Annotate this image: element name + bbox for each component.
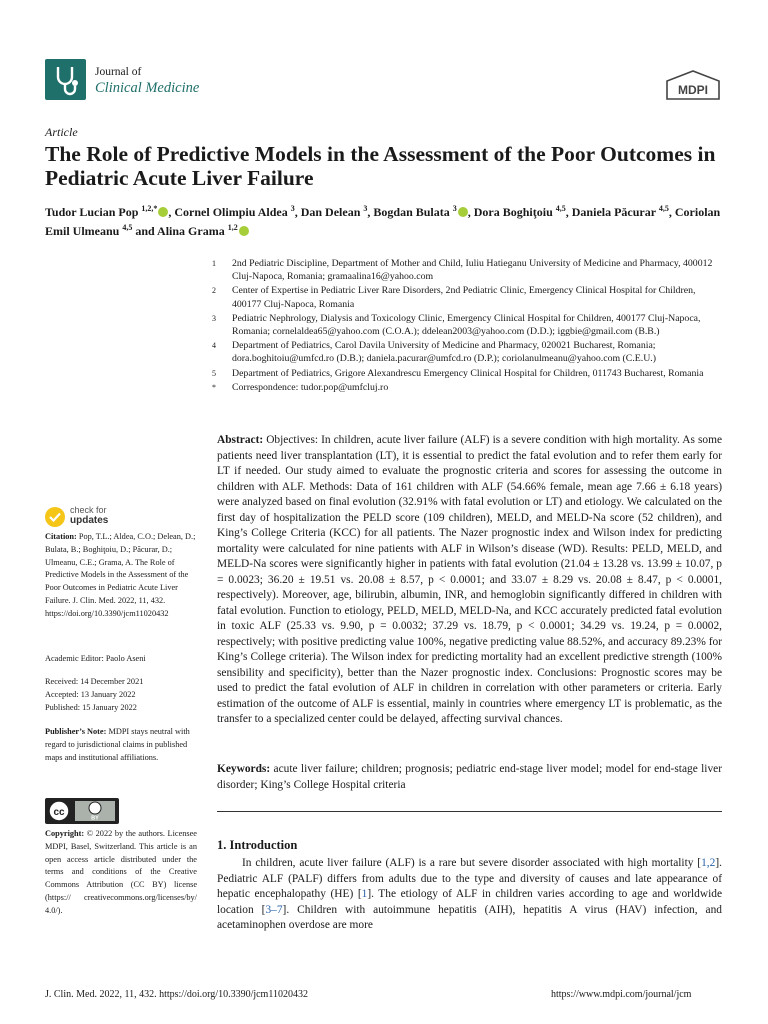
article-title: The Role of Predictive Models in the Assessment of the Poor Outcomes in Pediatric Acute Liver Failure	[45, 142, 716, 190]
affiliation-item: 3 Pediatric Nephrology, Dialysis and Toxicology Clinic, Emergency Clinical Hospital for Children, 400177 Cluj-Napoca, Romania; cornelaldea65@yahoo.com (C.O.A.); ddelean2003@yahoo.com (D.D.); iggbie@gmail.com (B.B.)	[212, 312, 701, 338]
check-for-updates-badge[interactable]	[45, 503, 197, 529]
affiliation-item: * Correspondence: tudor.pop@umfcluj.ro	[212, 381, 389, 393]
affiliation-item: 1 2nd Pediatric Discipline, Department of Mother and Child, Iuliu Hatieganu University of Medicine and Pharmacy, 400012 Cluj-Napoca, Romania; gramaalina16@yahoo.com	[212, 258, 713, 283]
citation: Citation: Pop, T.L.; Aldea, C.O.; Delean, D.; Bulata, B.; Boghiţoiu, D.; Păcurar, D.; Ulmeanu, C.E.; Grama, A. The Role of Predictive Models in the Assessment of the Poor Outcomes in Pediatric Acute Liver Failure. J. Clin. Med. 2022, 11, 432. https://doi.org/10.3390/jcm11020432	[45, 532, 196, 618]
introduction-text: In children, acute liver failure (ALF) is a rare but severe disorder associated with high mortality [1,2]. Pediatric ALF (PALF) differs from adults due to the type and diversity of causes and late appearance of hepatic encephalopathy (HE) [1]. The etiology of ALF in children varies according to age and worldwide location [3–7]. Children with autoimmune hepatitis (AIH), hepatitis A virus (HAV) infection, and acetaminophen overdose are more	[217, 857, 723, 931]
reference-link[interactable]: 1,2	[701, 857, 716, 869]
affiliation-item: 2 Center of Expertise in Pediatric Liver Rare Disorders, 2nd Pediatric Clinic, Emergency Clinical Hospital for Children, 400177 Cluj-Napoca, Romania	[212, 285, 696, 310]
journal-logo	[45, 59, 86, 100]
abstract-label: Abstract:	[217, 434, 264, 446]
stethoscope-icon	[45, 59, 86, 100]
author-name: Cornel Olimpiu Aldea $^3$	[174, 204, 295, 219]
author-name: Coriolan Emil Ulmeanu $^{4,5}$	[45, 205, 721, 238]
check-text-line2: updates	[70, 515, 109, 526]
reference-link[interactable]: 1	[361, 888, 368, 900]
affiliation-item: 5 Department of Pediatrics, Grigore Alexandrescu Emergency Clinical Hospital for Children, 011743 Bucharest, Romania	[212, 367, 704, 379]
orcid-icon[interactable]	[239, 226, 249, 236]
person-icon	[89, 802, 101, 814]
dates	[45, 676, 197, 714]
check-icon	[45, 507, 65, 527]
article-type: Article	[45, 125, 78, 139]
author-name: Bogdan Bulata $^3$	[373, 204, 457, 219]
academic-editor: Academic Editor: Paolo Aseni	[45, 654, 146, 663]
author-name: Dan Delean $^3$	[300, 204, 368, 219]
reference-link[interactable]: 3–7	[265, 903, 283, 916]
author-list: Tudor Lucian Pop $^{1,2,*}$ , Cornel Olimpiu Aldea $^3$, Dan Delean $^3$, Bogdan Bulata $^3$ , Dora Boghiţoiu $^{4,5}$, Daniela Păcurar $^{4,5}$, Coriolan Emil Ulmeanu $^{4,5}$ and Alina Grama $^{1,2}$	[45, 204, 721, 238]
cc-by-label: BY	[91, 815, 99, 822]
cc-icon: cc	[53, 807, 65, 818]
keywords-text: acute liver failure; children; prognosis; pediatric end-stage liver model; model for end-stage liver disorder; King’s College Hospital criteria	[217, 763, 722, 791]
author-name: Alina Grama $^{1,2}$	[157, 223, 238, 238]
abstract	[217, 433, 722, 728]
accepted-date: Accepted: 13 January 2022	[45, 689, 136, 699]
journal-name: Clinical Medicine	[95, 80, 200, 96]
footer-journal-url[interactable]: https://www.mdpi.com/journal/jcm	[551, 989, 692, 1000]
mdpi-logo	[665, 70, 721, 100]
published-date: Published: 15 January 2022	[45, 702, 137, 712]
received-date: Received: 14 December 2021	[45, 677, 144, 686]
affiliations	[212, 257, 724, 395]
copyright: Copyright: © 2022 by the authors. Licensee MDPI, Basel, Switzerland. This article is an open access article distributed under the terms and conditions of the Creative Commons Attribution (CC BY) license (https:// creativecommons.org/licenses/by/ 4.0/).	[45, 829, 197, 915]
mdpi-logo-text: MDPI	[678, 83, 708, 97]
check-text-line1: check for	[70, 505, 107, 515]
journal-prefix: Journal of	[95, 66, 142, 78]
author-name: Daniela Păcurar $^{4,5}$	[571, 204, 669, 219]
affiliation-item: 4 Department of Pediatrics, Carol Davila University of Medicine and Pharmacy, 020021 Bucharest, Romania; dora.boghitoiu@umfcd.ro (D.B.); daniela.pacurar@umfcd.ro (D.P.); coriolanulmeanu@yahoo.com (C.E.U.)	[212, 340, 656, 365]
publisher-note: Publisher’s Note: MDPI stays neutral with regard to jurisdictional claims in published maps and institutional affiliations.	[45, 727, 190, 762]
section-divider	[217, 811, 722, 812]
cc-license-badge[interactable]	[45, 798, 119, 824]
abstract-text: Objectives: In children, acute liver failure (ALF) is a severe condition with high mortality. As some patients need liver transplantation (LT), it is essential to predict the fatal evolution and to refer them early for LT if needed. Our study aimed to evaluate the prognostic criteria and scores for assessing the outcome in children with ALF. Methods: Data of 161 children with ALF (54.66% female, mean age 7.66 ± 6.18 years) were analyzed based on final evolution (32.91% with fatal evolution or LT) and etiology. We calculated on the first day of hospitalization the PELD score (109 children), MELD, and MELD-Na score (52 children), and King’s College Criteria (KCC) for all patients. The Nazer prognostic index and Wilson index for predicting mortality were calculated for nine patients with ALF in Wilson’s disease (WD). Results: PELD, MELD, and MELD-Na scores were significantly higher in patients with fatal evolution (21.04 ± 13.28 vs. 13.99 ± 10.07, p = 0.0023; 36.20 ± 19.51 vs. 20.08 ± 8.57, p < 0.0001; and 33.07 ± 8.29 vs. 20.08 ± 8.47, p < 0.0001, respectively). Moreover, age, bilirubin, albumin, INR, and hemoglobin significantly differed in children with fatal evolution. Function to etiology, PELD, MELD, MELD-Na, and KCC accurately predicted fatal evolution in toxic ALF (25.33 vs. 9.90, p = 0.0032; 37.29 vs. 18.79, p < 0.0001; 34.29 vs. 19.24, p = 0.0002, respectively; with positive predicting value 100%, negative predicting value 88.52%, and accuracy 89.23% for King’s College criteria). The Wilson index for predicting mortality had an excellent predictive strength (100% sensibility and specificity), better than the Nazer prognostic index. Conclusions: Prognostic scores may be used to predict the fatal evolution of ALF in children in correlation with other parameters or criteria. Early estimation of the outcome of ALF is essential, mainly in countries where emergency LT is problematic, as the transfer to a specialized center could be delayed, affecting survival chances.	[217, 434, 722, 725]
orcid-icon[interactable]	[158, 207, 168, 217]
footer-citation: J. Clin. Med. 2022, 11, 432. https://doi.org/10.3390/jcm11020432	[45, 989, 308, 1000]
introduction-heading: 1. Introduction	[217, 838, 298, 852]
orcid-icon[interactable]	[458, 207, 468, 217]
keywords-label: Keywords:	[217, 763, 271, 775]
author-name: Dora Boghiţoiu $^{4,5}$	[473, 204, 566, 219]
keywords	[217, 762, 722, 793]
author-name: Tudor Lucian Pop $^{1,2,*}$	[45, 204, 158, 219]
